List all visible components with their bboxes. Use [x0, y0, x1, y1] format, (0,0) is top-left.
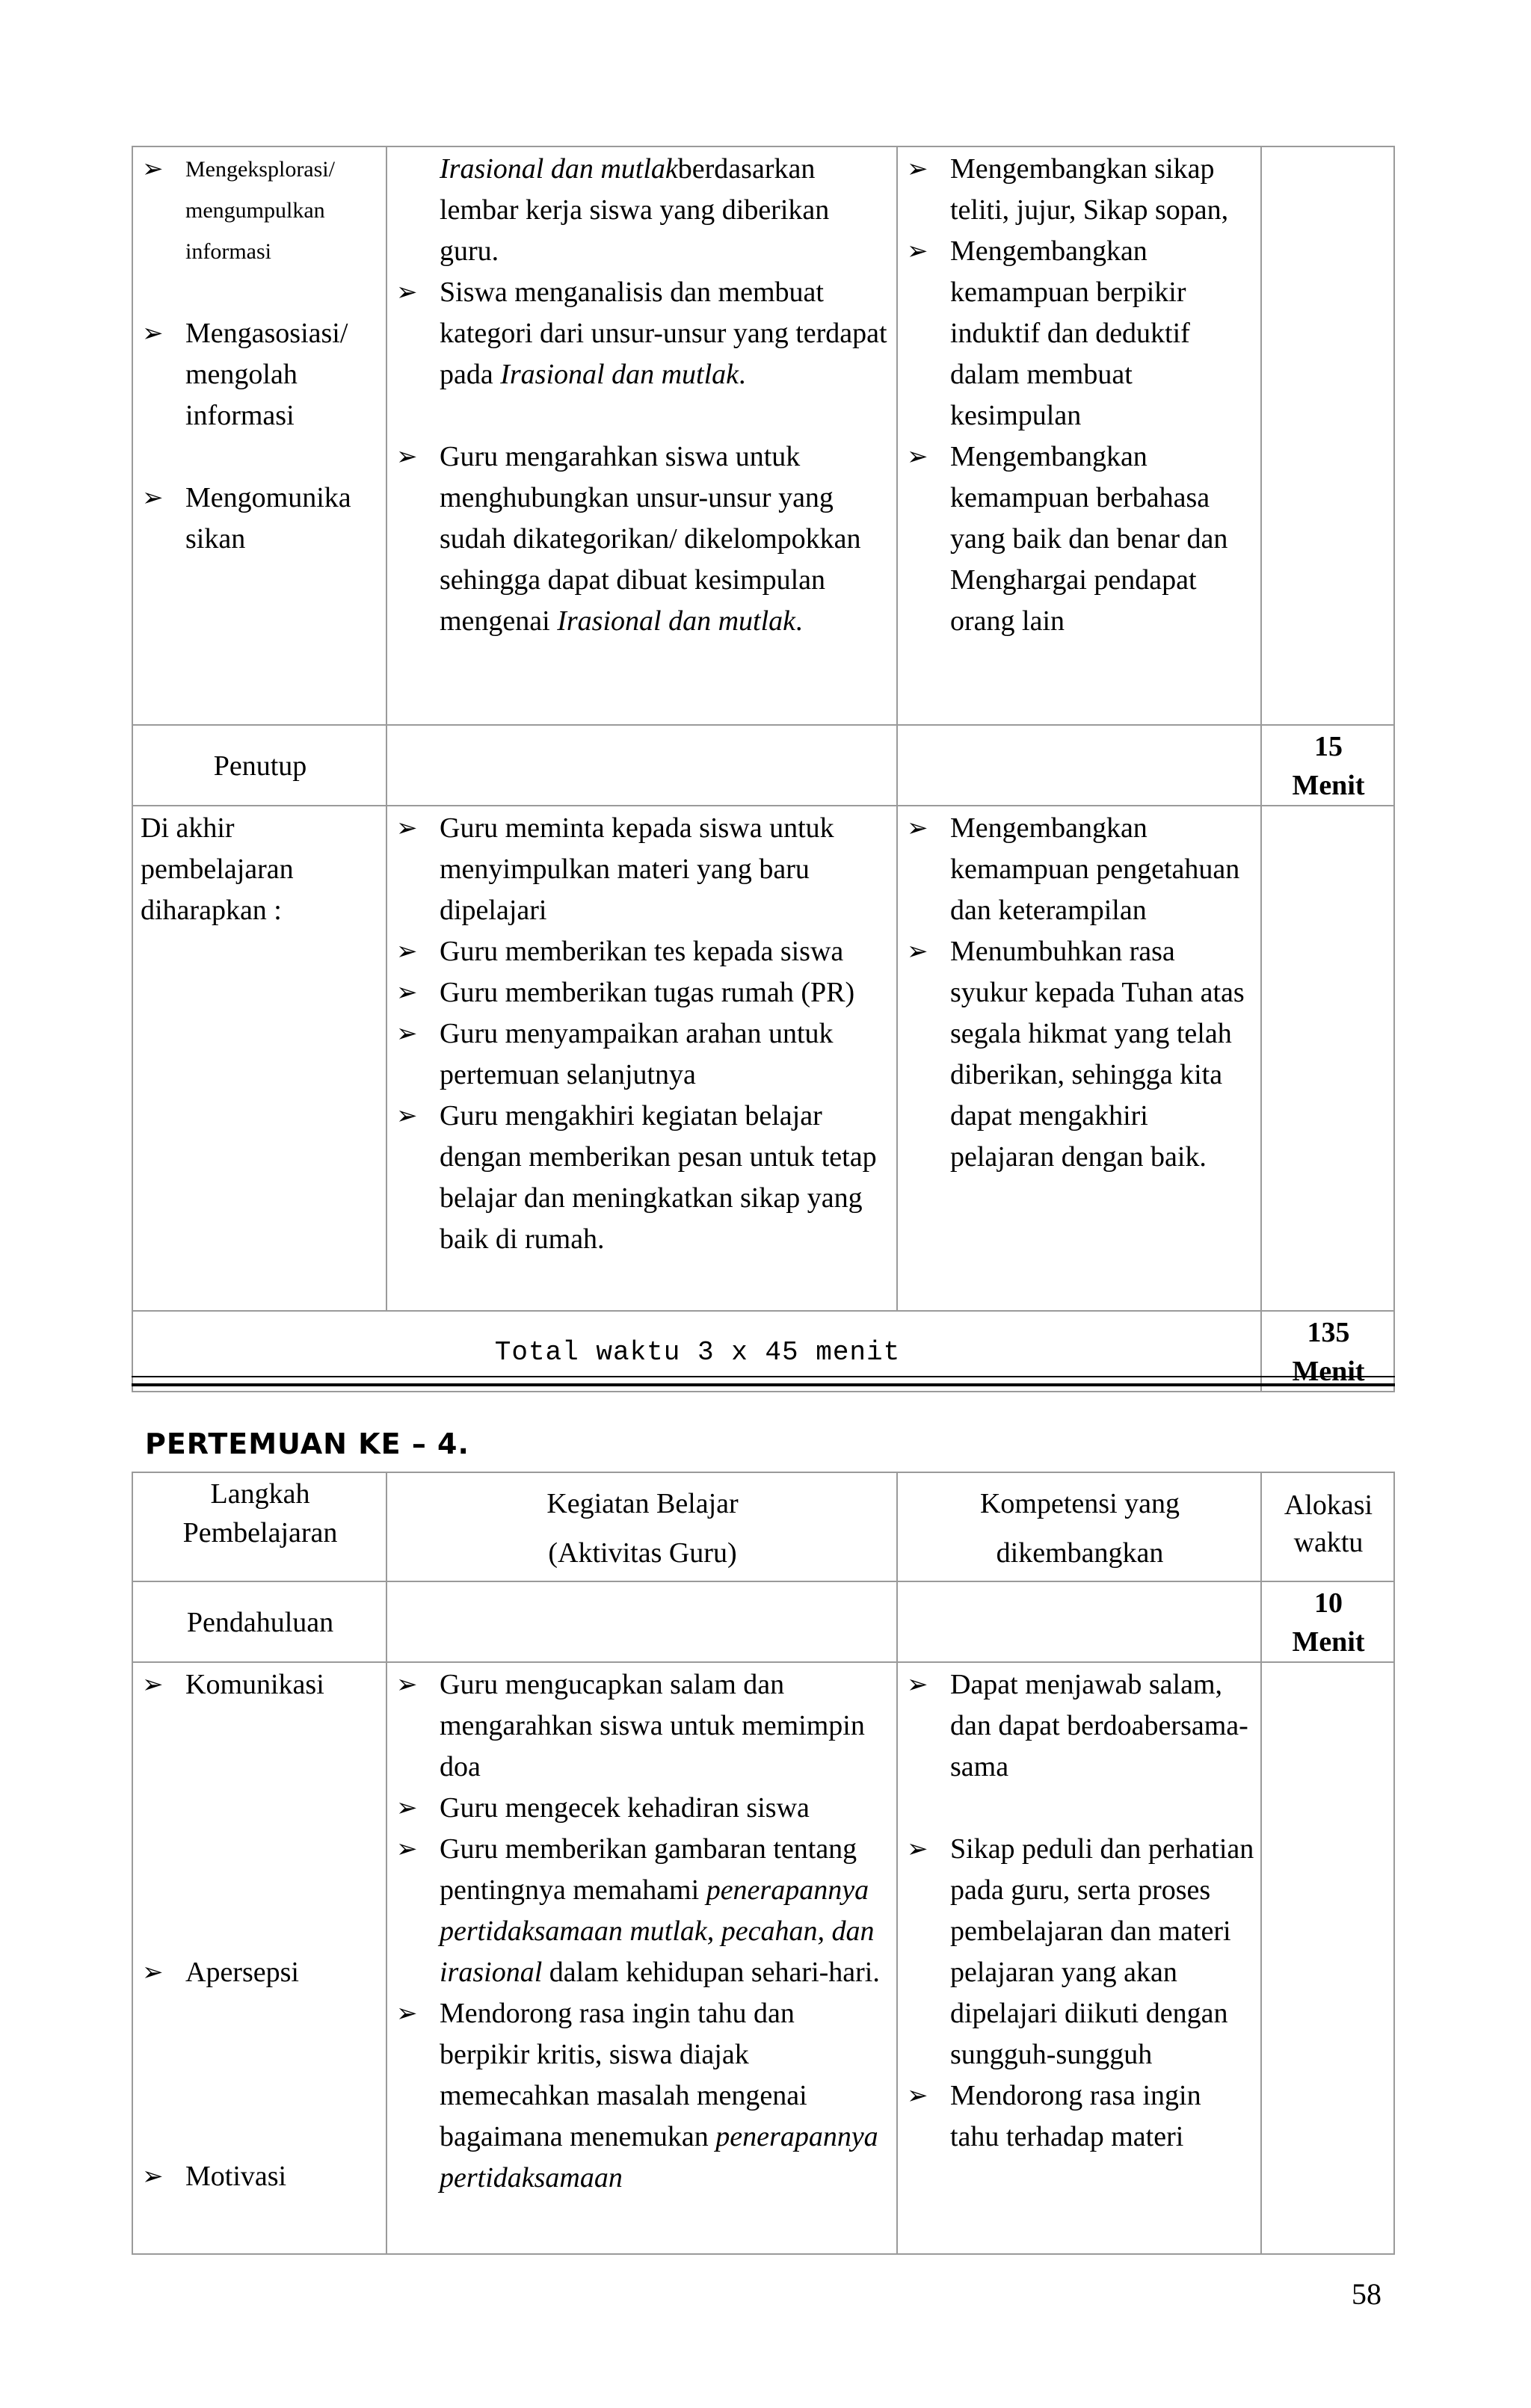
list-item: ➢ Mengembangkan kemampuan berbahasa yang baik dan benar dan Menghargai pendapat orang lain [905, 436, 1254, 642]
table-row [132, 725, 1394, 806]
alokasi-cell [1261, 1662, 1394, 2254]
list-item: ➢ Sikap peduli dan perhatian pada guru, serta proses pembelajaran dan materi pelajaran yang akan dipelajari diikuti dengan sungguh-sungguh [905, 1829, 1254, 2075]
phase-label: Pendahuluan [132, 1581, 386, 1662]
list-item: ➢ Mengembangkan sikap teliti, jujur, Sikap sopan, [905, 149, 1254, 231]
list-item: ➢ Apersepsi [141, 1952, 380, 1993]
kegiatan-cell [386, 146, 897, 725]
table-row [132, 1581, 1394, 1662]
section-heading: PERTEMUAN KE – 4. [145, 1427, 469, 1460]
alokasi-cell [1261, 806, 1394, 1311]
total-time: 135 Menit [1261, 1311, 1394, 1392]
table-row [132, 806, 1394, 1311]
list-item: ➢ Guru mengarahkan siswa untuk menghubungkan unsur-unsur yang sudah dikategorikan/ dikelompokkan sehingga dapat dibuat kesimpulan mengenai Irasional dan mutlak. [395, 436, 890, 642]
header-kompetensi: Kompetensi yang dikembangkan [897, 1472, 1261, 1581]
page-number: 58 [1352, 2277, 1381, 2311]
list-item: ➢ Siswa menganalisis dan membuat kategori dari unsur-unsur yang terdapat pada Irasional dan mutlak. [395, 272, 890, 395]
phase-label: Penutup [132, 725, 386, 806]
table-row [132, 1662, 1394, 2254]
time-allocation: 15 Menit [1261, 725, 1394, 806]
header-alokasi: Alokasi waktu [1261, 1472, 1394, 1581]
list-item: ➢ Mendorong rasa ingin tahu dan berpikir kritis, siswa diajak memecahkan masalah mengenai bagaimana menemukan penerapannya pertidaksamaan [395, 1993, 890, 2199]
list-item: ➢ Guru memberikan tugas rumah (PR) [395, 972, 890, 1013]
steps-cell [132, 146, 386, 725]
empty-cell [897, 1581, 1261, 1662]
header-kegiatan: Kegiatan Belajar (Aktivitas Guru) [386, 1472, 897, 1581]
kompetensi-cell [897, 1662, 1261, 2254]
list-item: ➢ Guru meminta kepada siswa untuk menyimpulkan materi yang baru dipelajari [395, 808, 890, 931]
kegiatan-cell [386, 806, 897, 1311]
empty-cell [386, 1581, 897, 1662]
list-item: ➢ Mengembangkan kemampuan pengetahuan dan keterampilan [905, 808, 1254, 931]
lesson-table-meeting-4 [132, 1472, 1395, 2255]
total-time-label: Total waktu 3 x 45 menit [132, 1311, 1261, 1392]
list-item: ➢ Guru memberikan gambaran tentang pentingnya memahami penerapannya pertidaksamaan mutlak, pecahan, dan irasional dalam kehidupan sehari-hari. [395, 1829, 890, 1993]
list-item: ➢ Mengembangkan kemampuan berpikir induktif dan deduktif dalam membuat kesimpulan [905, 231, 1254, 436]
header-langkah: Langkah Pembelajaran [132, 1472, 386, 1581]
table-row [132, 146, 1394, 725]
list-item: ➢ Guru memberikan tes kepada siswa [395, 931, 890, 972]
list-item: ➢ Guru mengakhiri kegiatan belajar dengan memberikan pesan untuk tetap belajar dan meningkatkan sikap yang baik di rumah. [395, 1096, 890, 1260]
list-item: ➢ Guru mengucapkan salam dan mengarahkan siswa untuk memimpin doa [395, 1664, 890, 1788]
empty-cell [386, 725, 897, 806]
kompetensi-cell [897, 146, 1261, 725]
kegiatan-cell [386, 1662, 897, 2254]
time-allocation: 10 Menit [1261, 1581, 1394, 1662]
list-item: ➢ Guru menyampaikan arahan untuk pertemuan selanjutnya [395, 1013, 890, 1096]
header-row [132, 1472, 1394, 1581]
kegiatan-intro: Irasional dan mutlakberdasarkan lembar kerja siswa yang diberikan guru. [440, 153, 830, 267]
list-item: ➢ Mengeksplorasi/ mengumpulkan informasi [141, 149, 380, 272]
list-item: ➢ Mengomunika sikan [141, 478, 380, 560]
lesson-table-continued [132, 146, 1395, 1392]
double-rule-divider [132, 1376, 1395, 1386]
list-item: ➢ Mengasosiasi/ mengolah informasi [141, 313, 380, 436]
steps-cell: Di akhir pembelajaran diharapkan : [132, 806, 386, 1311]
steps-cell [132, 1662, 386, 2254]
list-item: ➢ Dapat menjawab salam, dan dapat berdoabersama-sama [905, 1664, 1254, 1788]
list-item: ➢ Guru mengecek kehadiran siswa [395, 1788, 890, 1829]
empty-cell [897, 725, 1261, 806]
list-item: ➢ Mendorong rasa ingin tahu terhadap materi [905, 2075, 1254, 2158]
list-item: ➢ Motivasi [141, 2156, 380, 2197]
alokasi-cell [1261, 146, 1394, 725]
list-item: ➢ Komunikasi [141, 1664, 380, 1705]
list-item: ➢ Menumbuhkan rasa syukur kepada Tuhan atas segala hikmat yang telah diberikan, sehingga kita dapat mengakhiri pelajaran dengan baik. [905, 931, 1254, 1178]
kompetensi-cell [897, 806, 1261, 1311]
